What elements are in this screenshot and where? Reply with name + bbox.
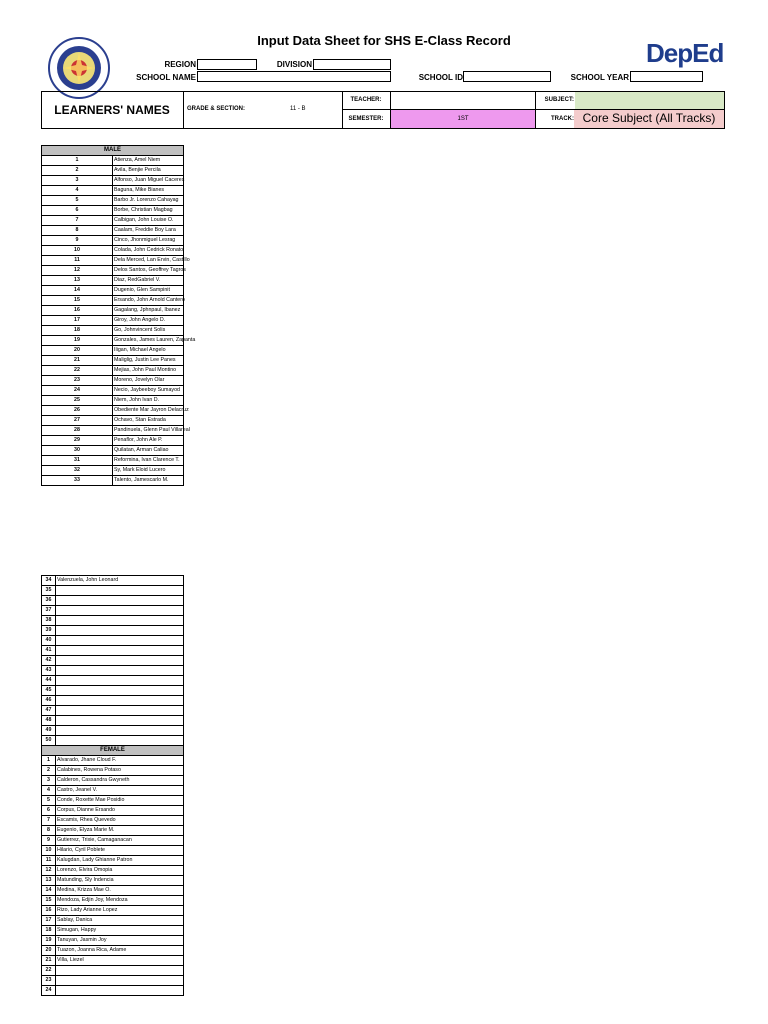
table-row xyxy=(42,716,184,726)
table-row xyxy=(42,306,184,316)
row-number: 41 xyxy=(42,646,56,656)
division-label: DIVISION xyxy=(276,60,312,69)
row-number: 9 xyxy=(42,836,56,846)
table-row xyxy=(42,376,184,386)
row-number: 12 xyxy=(42,266,113,276)
male-name-cell[interactable] xyxy=(56,646,184,656)
row-number: 11 xyxy=(42,256,113,266)
row-number: 43 xyxy=(42,666,56,676)
male-name-cell[interactable] xyxy=(56,656,184,666)
male-name-cell[interactable]: Barbo Jr. Lorenzo Cahayag xyxy=(113,196,184,206)
row-number: 29 xyxy=(42,436,113,446)
row-number: 6 xyxy=(42,806,56,816)
male-name-cell[interactable]: Cinco, Jhonmiguel Lesrag xyxy=(113,236,184,246)
table-row xyxy=(42,936,184,946)
male-name-cell[interactable]: Alfonso, Juan Miguel Caceres xyxy=(113,176,184,186)
table-row xyxy=(42,676,184,686)
table-row xyxy=(42,626,184,636)
row-number: 7 xyxy=(42,216,113,226)
row-number: 1 xyxy=(42,156,113,166)
table-row xyxy=(42,836,184,846)
row-number: 28 xyxy=(42,426,113,436)
female-name-cell[interactable]: Calderon, Cassandra Gwyneth xyxy=(56,776,184,786)
row-number: 7 xyxy=(42,816,56,826)
table-row xyxy=(42,866,184,876)
male-name-cell[interactable]: Reformina, Ivan Clarence T. xyxy=(113,456,184,466)
male-name-cell[interactable] xyxy=(56,666,184,676)
school-name-label: SCHOOL NAME xyxy=(136,73,196,82)
table-row xyxy=(42,186,184,196)
table-row xyxy=(42,696,184,706)
male-name-cell[interactable] xyxy=(56,606,184,616)
table-row xyxy=(42,946,184,956)
deped-logo xyxy=(646,38,734,70)
row-number: 16 xyxy=(42,306,113,316)
male-name-cell[interactable]: Colada, John Cedrick Ronato xyxy=(113,246,184,256)
table-row xyxy=(42,366,184,376)
row-number: 40 xyxy=(42,636,56,646)
region-field[interactable] xyxy=(197,59,257,70)
semester-field[interactable]: 1ST xyxy=(391,110,535,128)
female-name-cell[interactable]: Escamis, Rhea Quevedo xyxy=(56,816,184,826)
table-row xyxy=(42,276,184,286)
row-number: 5 xyxy=(42,196,113,206)
row-number: 10 xyxy=(42,246,113,256)
table-row xyxy=(42,476,184,486)
row-number: 34 xyxy=(42,576,56,586)
table-row xyxy=(42,726,184,736)
table-row xyxy=(42,336,184,346)
row-number: 24 xyxy=(42,386,113,396)
female-name-cell[interactable]: Gutierrez, Trixie, Camaganacan xyxy=(56,836,184,846)
table-row xyxy=(42,246,184,256)
table-row xyxy=(42,636,184,646)
table-row xyxy=(42,956,184,966)
table-row xyxy=(42,776,184,786)
female-name-cell[interactable] xyxy=(56,976,184,986)
table-row xyxy=(42,856,184,866)
row-number: 14 xyxy=(42,286,113,296)
table-row xyxy=(42,736,184,746)
row-number: 48 xyxy=(42,716,56,726)
male-name-cell[interactable]: Quilatan, Arman Caliao xyxy=(113,446,184,456)
row-number: 25 xyxy=(42,396,113,406)
row-number: 14 xyxy=(42,886,56,896)
female-name-cell[interactable]: Alvarado, Jhane Cloud F. xyxy=(56,756,184,766)
row-number: 47 xyxy=(42,706,56,716)
row-number: 6 xyxy=(42,206,113,216)
division-field[interactable] xyxy=(313,59,391,70)
male-name-cell[interactable] xyxy=(56,596,184,606)
row-number: 17 xyxy=(42,316,113,326)
table-row xyxy=(42,406,184,416)
table-row xyxy=(42,236,184,246)
table-row xyxy=(42,806,184,816)
row-number: 26 xyxy=(42,406,113,416)
table-row xyxy=(42,286,184,296)
male-name-cell[interactable]: Necio, Jaybeeboy Sumayod xyxy=(113,386,184,396)
row-number: 8 xyxy=(42,826,56,836)
row-number: 2 xyxy=(42,166,113,176)
male-name-cell[interactable]: Calbigan, John Louise O. xyxy=(113,216,184,226)
table-row xyxy=(42,256,184,266)
table-row xyxy=(42,686,184,696)
page-title: Input Data Sheet for SHS E-Class Record xyxy=(257,33,511,48)
table-row xyxy=(42,196,184,206)
table-row xyxy=(42,316,184,326)
row-number: 39 xyxy=(42,626,56,636)
male-name-cell[interactable]: Baguna, Mike Bianes xyxy=(113,186,184,196)
table-row xyxy=(42,706,184,716)
male-name-cell[interactable] xyxy=(56,686,184,696)
grade-section-label: GRADE & SECTION: xyxy=(187,106,246,112)
row-number: 42 xyxy=(42,656,56,666)
row-number: 31 xyxy=(42,456,113,466)
table-row xyxy=(42,826,184,836)
row-number: 33 xyxy=(42,476,113,486)
female-name-cell[interactable]: Kalugdan, Lady Ghianne Patron xyxy=(56,856,184,866)
table-row xyxy=(42,926,184,936)
male-name-cell[interactable] xyxy=(56,626,184,636)
table-row xyxy=(42,466,184,476)
deped-logo-text: DepEd xyxy=(646,38,724,68)
male-name-cell[interactable]: Valenzuela, John Leonard xyxy=(56,576,184,586)
deped-seal-logo xyxy=(48,37,110,99)
male-name-cell[interactable]: Moreno, Jovelyn Olar xyxy=(113,376,184,386)
row-number: 11 xyxy=(42,856,56,866)
female-name-cell[interactable]: Corpus, Dianne Ersando xyxy=(56,806,184,816)
male-name-cell[interactable] xyxy=(56,636,184,646)
row-number: 3 xyxy=(42,176,113,186)
male-name-cell[interactable]: Dela Merced, Lan Ervin, Castillo xyxy=(113,256,184,266)
teacher-field[interactable] xyxy=(391,91,535,109)
female-name-cell[interactable]: Eugenio, Elyza Marie M. xyxy=(56,826,184,836)
table-row xyxy=(42,156,184,166)
female-name-cell[interactable]: Tanuyan, Jasmin Joy xyxy=(56,936,184,946)
row-number: 24 xyxy=(42,986,56,996)
table-row xyxy=(42,986,184,996)
male-name-cell[interactable]: Avila, Benjie Percila xyxy=(113,166,184,176)
male-name-cell[interactable]: Ochavo, Stan Estrada xyxy=(113,416,184,426)
table-row xyxy=(42,816,184,826)
row-number: 19 xyxy=(42,936,56,946)
table-row xyxy=(42,216,184,226)
female-name-cell[interactable]: Castro, Jeanel V. xyxy=(56,786,184,796)
female-name-cell[interactable]: Sablay, Danica xyxy=(56,916,184,926)
row-number: 16 xyxy=(42,906,56,916)
male-name-cell[interactable] xyxy=(56,736,184,746)
female-name-cell[interactable]: Tuazon, Joanna Rica, Adame xyxy=(56,946,184,956)
row-number: 20 xyxy=(42,346,113,356)
male-name-cell[interactable] xyxy=(56,676,184,686)
table-row xyxy=(42,176,184,186)
male-name-cell[interactable] xyxy=(56,716,184,726)
table-row xyxy=(42,756,184,766)
school-name-field[interactable] xyxy=(197,71,391,82)
female-name-cell[interactable]: Matunding, Sly Indencia xyxy=(56,876,184,886)
table-row xyxy=(42,166,184,176)
male-name-cell[interactable]: Talento, Jamescarlo M. xyxy=(113,476,184,486)
male-roster-table xyxy=(41,145,196,486)
row-number: 13 xyxy=(42,876,56,886)
female-section-header: FEMALE xyxy=(42,746,184,756)
male-name-cell[interactable]: Dugenio, Glen Sampinit xyxy=(113,286,184,296)
table-row xyxy=(42,616,184,626)
table-row xyxy=(42,416,184,426)
male-name-cell[interactable]: Diaz, RedGabriel V. xyxy=(113,276,184,286)
female-name-cell[interactable] xyxy=(56,986,184,996)
table-row xyxy=(42,656,184,666)
track-label: TRACK: xyxy=(551,116,574,122)
table-row xyxy=(42,966,184,976)
table-row xyxy=(42,606,184,616)
region-label: REGION xyxy=(164,60,196,69)
table-row xyxy=(42,976,184,986)
table-row xyxy=(42,886,184,896)
female-name-cell[interactable]: Villa, Liezel xyxy=(56,956,184,966)
table-row xyxy=(42,356,184,366)
row-number: 12 xyxy=(42,866,56,876)
male-name-cell[interactable]: Atienza, Amel Niem xyxy=(113,156,184,166)
table-row xyxy=(42,916,184,926)
row-number: 5 xyxy=(42,796,56,806)
row-number: 23 xyxy=(42,976,56,986)
table-row xyxy=(42,896,184,906)
school-year-label: SCHOOL YEAR xyxy=(570,73,629,82)
male-name-cell[interactable]: Maliglig, Justin Lee Panes xyxy=(113,356,184,366)
row-number: 17 xyxy=(42,916,56,926)
male-name-cell[interactable] xyxy=(56,616,184,626)
male-name-cell[interactable]: Go, Johnvincent Solis xyxy=(113,326,184,336)
learners-names-heading: LEARNERS' NAMES xyxy=(41,91,184,129)
row-number: 44 xyxy=(42,676,56,686)
male-section-header: MALE xyxy=(42,146,184,156)
female-name-cell[interactable]: Conde, Roxette Mae Posidio xyxy=(56,796,184,806)
row-number: 18 xyxy=(42,926,56,936)
row-number: 22 xyxy=(42,966,56,976)
row-number: 38 xyxy=(42,616,56,626)
table-row xyxy=(42,646,184,656)
male-name-cell[interactable] xyxy=(56,726,184,736)
male-roster-table-continued xyxy=(41,575,184,996)
row-number: 18 xyxy=(42,326,113,336)
row-number: 23 xyxy=(42,376,113,386)
table-row xyxy=(42,436,184,446)
table-row xyxy=(42,586,184,596)
table-row xyxy=(42,846,184,856)
female-name-cell[interactable]: Rizo, Lady Arianne Lopez xyxy=(56,906,184,916)
row-number: 37 xyxy=(42,606,56,616)
table-row xyxy=(42,386,184,396)
table-row xyxy=(42,346,184,356)
table-row xyxy=(42,446,184,456)
track-field[interactable]: Core Subject (All Tracks) xyxy=(574,110,724,128)
male-name-cell[interactable]: Iligan, Michael Angelo xyxy=(113,346,184,356)
row-number: 30 xyxy=(42,446,113,456)
teacher-label: TEACHER: xyxy=(350,97,382,103)
female-name-cell[interactable]: Lorenzo, Elvira Omopia xyxy=(56,866,184,876)
row-number: 32 xyxy=(42,466,113,476)
table-row xyxy=(42,596,184,606)
row-number: 35 xyxy=(42,586,56,596)
row-number: 4 xyxy=(42,186,113,196)
table-row xyxy=(42,766,184,776)
row-number: 15 xyxy=(42,896,56,906)
female-name-cell[interactable]: Calabines, Rowena Potaso xyxy=(56,766,184,776)
female-name-cell[interactable]: Simugan, Happy xyxy=(56,926,184,936)
subject-field[interactable] xyxy=(575,92,724,109)
row-number: 9 xyxy=(42,236,113,246)
row-number: 19 xyxy=(42,336,113,346)
row-number: 8 xyxy=(42,226,113,236)
table-row xyxy=(42,266,184,276)
row-number: 21 xyxy=(42,956,56,966)
female-name-cell[interactable] xyxy=(56,966,184,976)
female-name-cell[interactable]: Hilario, Cyril Poblete xyxy=(56,846,184,856)
male-name-cell[interactable]: Ersando, John Arnold Cantero xyxy=(113,296,184,306)
row-number: 20 xyxy=(42,946,56,956)
row-number: 22 xyxy=(42,366,113,376)
male-name-cell[interactable]: Niem, John Ivan D. xyxy=(113,396,184,406)
row-number: 13 xyxy=(42,276,113,286)
grade-section-value[interactable]: 11 - B xyxy=(290,106,306,112)
table-row xyxy=(42,396,184,406)
row-number: 45 xyxy=(42,686,56,696)
male-name-cell[interactable]: Penaflor, John Ale P. xyxy=(113,436,184,446)
subject-label: SUBJECT: xyxy=(544,97,574,103)
semester-label: SEMESTER: xyxy=(348,116,384,122)
table-row xyxy=(42,906,184,916)
table-row xyxy=(42,786,184,796)
male-name-cell[interactable]: Giroy, John Angelo D. xyxy=(113,316,184,326)
male-name-cell[interactable]: Gonzales, James Lauren, Zapanta xyxy=(113,336,184,346)
male-name-cell[interactable] xyxy=(56,696,184,706)
row-number: 21 xyxy=(42,356,113,366)
table-row xyxy=(42,426,184,436)
male-name-cell[interactable]: Obediente Mar Jayron Delacruz xyxy=(113,406,184,416)
male-name-cell[interactable] xyxy=(56,586,184,596)
male-name-cell[interactable]: Mejias, John Paul Montino xyxy=(113,366,184,376)
row-number: 46 xyxy=(42,696,56,706)
school-id-label: SCHOOL ID xyxy=(418,73,463,82)
male-name-cell[interactable]: Caalam, Freddie Boy Lara xyxy=(113,226,184,236)
male-name-cell[interactable]: Pandinuela, Glenn Paul Villareal xyxy=(113,426,184,436)
male-name-cell[interactable]: Delos Santos, Geoffrey Tagros xyxy=(113,266,184,276)
row-number: 4 xyxy=(42,786,56,796)
row-number: 2 xyxy=(42,766,56,776)
male-name-cell[interactable] xyxy=(56,706,184,716)
female-name-cell[interactable]: Medina, Krizza Mae O. xyxy=(56,886,184,896)
table-row xyxy=(42,796,184,806)
male-name-cell[interactable]: Borbe, Christian Magbag xyxy=(113,206,184,216)
table-row xyxy=(42,576,184,586)
row-number: 10 xyxy=(42,846,56,856)
row-number: 50 xyxy=(42,736,56,746)
table-row xyxy=(42,876,184,886)
school-year-field[interactable] xyxy=(630,71,703,82)
row-number: 1 xyxy=(42,756,56,766)
table-row xyxy=(42,456,184,466)
table-row xyxy=(42,326,184,336)
row-number: 49 xyxy=(42,726,56,736)
table-row xyxy=(42,666,184,676)
school-id-field[interactable] xyxy=(463,71,551,82)
row-number: 27 xyxy=(42,416,113,426)
row-number: 36 xyxy=(42,596,56,606)
table-row xyxy=(42,296,184,306)
female-name-cell[interactable]: Mendoza, Edjin Joy, Mendoza xyxy=(56,896,184,906)
table-row xyxy=(42,206,184,216)
male-name-cell[interactable]: Sy, Mark Eloid Lucero xyxy=(113,466,184,476)
male-name-cell[interactable]: Gagalang, Jphnpaul, Ibanez xyxy=(113,306,184,316)
row-number: 3 xyxy=(42,776,56,786)
table-row xyxy=(42,226,184,236)
row-number: 15 xyxy=(42,296,113,306)
